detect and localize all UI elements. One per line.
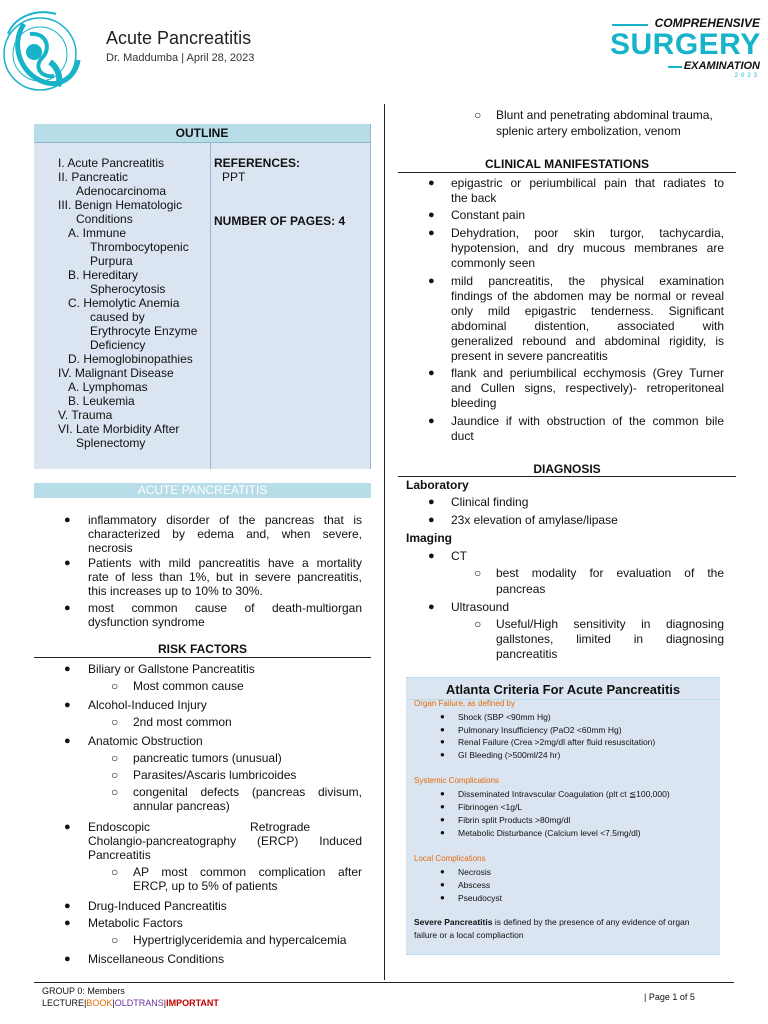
document-byline: Dr. Maddumba | April 28, 2023 [106, 52, 255, 64]
references-value: PPT [222, 170, 246, 184]
outline-item: C. Hemolytic Anemia [68, 296, 180, 310]
clinical-b4-line: generalized rebound and abdominal rigidity, is [451, 334, 724, 348]
brand-line2: SURGERY [610, 28, 761, 61]
trauma-sub-line: splenic artery embolization, venom [496, 124, 681, 138]
footer-legend [42, 998, 219, 1008]
bullet-icon: ● [440, 828, 445, 837]
outline-item: II. Pancreatic [58, 170, 129, 184]
outline-item: D. Hemoglobinopathies [68, 352, 193, 366]
systemic-item: Fibrin split Products >80mg/dl [458, 815, 571, 825]
imaging-ct-sub: pancreas [496, 582, 546, 596]
outline-references [212, 143, 371, 469]
university-seal-logo [0, 4, 96, 100]
bullet-icon: ● [440, 725, 445, 734]
footer-group: GROUP 0: Members [42, 986, 125, 996]
acute-bullet-2-line: this increases up to 10% to 30%. [88, 584, 263, 598]
circle-bullet-icon: ○ [111, 679, 119, 693]
clinical-b6-line: Jaundice if with obstruction of the common bile [451, 414, 724, 428]
imaging-ct: CT [451, 549, 467, 563]
bullet-icon: ● [64, 917, 71, 929]
local-item: Necrosis [458, 867, 492, 877]
systemic-item: Disseminated Intravscular Coagulation (plt ct ≦100,000) [458, 789, 670, 799]
bullet-icon: ● [440, 737, 445, 746]
bullet-icon: ● [428, 496, 435, 508]
outline-item: Erythrocyte Enzyme [90, 324, 198, 338]
outline-item: V. Trauma [58, 408, 113, 422]
acute-bullet-1-line: characterized by edema and, when severe, [88, 527, 362, 541]
clinical-b4-line: only mild epigastric tenderness. Significant [451, 304, 724, 318]
organ-failure-item: Renal Failure (Crea >2mg/dl after fluid resuscitation) [458, 737, 656, 747]
atlanta-criteria-box [406, 677, 720, 955]
section-rule [34, 657, 371, 658]
outline-item: Deficiency [90, 338, 146, 352]
clinical-b4-line: abdominal distention, associated with [451, 319, 724, 333]
circle-bullet-icon: ○ [111, 751, 119, 765]
atlanta-footnote [414, 916, 714, 929]
imaging-us-sub: Useful/High sensitivity in diagnosing [496, 617, 724, 631]
lab-item: Clinical finding [451, 495, 529, 509]
organ-failure-item: Shock (SBP <90mm Hg) [458, 712, 551, 722]
circle-bullet-icon: ○ [474, 617, 482, 631]
acute-bullet-1-line: inflammatory disorder of the pancreas that is [88, 513, 362, 527]
acute-bullet-3-line: dysfunction syndrome [88, 615, 205, 629]
legend-oldtrans: OLDTRANS [114, 998, 164, 1008]
legend-book: BOOK [86, 998, 113, 1008]
circle-bullet-icon: ○ [111, 768, 119, 782]
risk-anatomic-sub: annular pancreas) [133, 799, 230, 813]
organ-failure-item: GI Bleeding (>500ml/24 hr) [458, 750, 561, 760]
clinical-b5-line: and Cullen signs, respectively)- retroperitoneal [451, 381, 724, 395]
bullet-icon: ● [64, 663, 71, 675]
atlanta-footnote-line2: failure or a local compliaction [414, 930, 524, 940]
risk-anatomic-sub: pancreatic tumors (unusual) [133, 751, 282, 765]
acute-bullet-2-line: Patients with mild pancreatitis have a mortality [88, 556, 362, 570]
footer-rule [34, 982, 734, 983]
clinical-b4-line: findings of the abdomen may be normal or reveal [451, 289, 724, 303]
outline-table [34, 124, 371, 469]
footnote-text: is defined by the presence of any evidence of organ [492, 917, 690, 927]
risk-ercp-line: Pancreatitis [88, 848, 151, 862]
risk-biliary-sub: Most common cause [133, 679, 244, 693]
bullet-icon: ● [440, 789, 445, 798]
imaging-us-sub: pancreatitis [496, 647, 558, 661]
legend-separator: | [112, 998, 115, 1008]
acute-pancreatitis-heading: ACUTE PANCREATITIS [34, 483, 371, 498]
clinical-b1-line: the back [451, 191, 497, 205]
acute-bullet-3-line: most common cause of death-multiorgan [88, 601, 362, 615]
clinical-b3-line: commonly seen [451, 256, 536, 270]
circle-bullet-icon: ○ [111, 785, 119, 799]
clinical-b6-line: duct [451, 429, 474, 443]
acute-bullet-2-line: rate of less than 1%, but in severe pancreatitis, [88, 570, 362, 584]
bullet-icon: ● [440, 893, 445, 902]
references-label: REFERENCES: [214, 156, 301, 170]
clinical-manifestations-heading: CLINICAL MANIFESTATIONS [485, 157, 649, 171]
bullet-icon: ● [64, 821, 71, 833]
risk-ercp-line: Cholangio-pancreatography (ERCP) Induced [88, 834, 362, 848]
footnote-bold: Severe Pancreatitis [414, 917, 493, 927]
outline-contents [34, 143, 211, 469]
bullet-icon: ● [428, 601, 435, 613]
risk-anatomic-sub: Parasites/Ascaris lumbricoides [133, 768, 297, 782]
brand-line1: COMPREHENSIVE [654, 16, 760, 30]
bullet-icon: ● [440, 867, 445, 876]
bullet-icon: ● [64, 514, 71, 526]
exam-brand-logo [610, 16, 760, 86]
outline-item: A. Immune [68, 226, 127, 240]
clinical-b3-line: hypotension, and dry mucous membranes are [451, 241, 724, 255]
bullet-icon: ● [440, 750, 445, 759]
organ-failure-heading: Organ Failure, as defined by [414, 699, 515, 708]
legend-important: IMPORTANT [166, 998, 219, 1008]
risk-ercp-sub: ERCP, up to 5% of patients [133, 879, 278, 893]
atlanta-title: Atlanta Criteria For Acute Pancreatitis [445, 682, 681, 697]
bullet-icon: ● [428, 550, 435, 562]
section-rule [398, 172, 736, 173]
bullet-icon: ● [64, 735, 71, 747]
column-divider [384, 104, 385, 980]
bullet-icon: ● [440, 815, 445, 824]
risk-metabolic: Metabolic Factors [88, 916, 183, 930]
outline-heading: OUTLINE [34, 124, 370, 143]
outline-item: Spherocytosis [90, 282, 166, 296]
organ-failure-item: Pulmonary Insufficiency (PaO2 <60mm Hg) [458, 725, 622, 735]
clinical-b3-line: Dehydration, poor skin turgor, tachycardia, [451, 226, 724, 240]
risk-factors-heading: RISK FACTORS [157, 642, 248, 656]
outline-item: B. Hereditary [68, 268, 139, 282]
imaging-label: Imaging [406, 531, 453, 545]
bullet-icon: ● [440, 880, 445, 889]
outline-item: caused by [90, 310, 145, 324]
local-complications-heading: Local Complications [414, 854, 486, 863]
outline-item: I. Acute Pancreatitis [58, 156, 165, 170]
brand-accent-line-2 [668, 66, 682, 68]
clinical-b5-line: flank and periumbilical ecchymosis (Grey Turner [451, 366, 724, 380]
bullet-icon: ● [428, 209, 435, 221]
systemic-complications-heading: Systemic Complications [414, 776, 499, 785]
outline-item: VI. Late Morbidity After [58, 422, 180, 436]
outline-item: III. Benign Hematologic [58, 198, 183, 212]
risk-drug: Drug-Induced Pancreatitis [88, 899, 227, 913]
outline-item: IV. Malignant Disease [58, 366, 174, 380]
risk-anatomic: Anatomic Obstruction [88, 734, 203, 748]
outline-item: Adenocarcinoma [76, 184, 167, 198]
local-item: Pseudocyst [458, 893, 502, 903]
page-number: | Page 1 of 5 [644, 992, 695, 1002]
circle-bullet-icon: ○ [474, 566, 482, 580]
bullet-icon: ● [64, 900, 71, 912]
outline-item: Splenectomy [76, 436, 146, 450]
risk-ercp-sub: AP most common complication after [133, 865, 362, 879]
bullet-icon: ● [428, 177, 435, 189]
local-item: Abscess [458, 880, 491, 890]
outline-item: A. Lymphomas [68, 380, 148, 394]
laboratory-label: Laboratory [406, 478, 469, 492]
clinical-b4-line: mild pancreatitis, the physical examination [451, 274, 724, 288]
legend-separator: | [163, 998, 167, 1008]
risk-metabolic-sub: Hypertriglyceridemia and hypercalcemia [133, 933, 347, 947]
acute-bullet-1-line: necrosis [88, 541, 133, 555]
imaging-us: Ultrasound [451, 600, 510, 614]
section-rule [398, 476, 736, 477]
document-title: Acute Pancreatitis [106, 28, 252, 48]
page-header [0, 0, 768, 110]
circle-bullet-icon: ○ [474, 108, 482, 122]
risk-alcohol-sub: 2nd most common [133, 715, 232, 729]
bullet-icon: ● [64, 602, 71, 614]
bullet-icon: ● [440, 712, 445, 721]
imaging-us-sub: gallstones, limited in diagnosing [496, 632, 724, 646]
clinical-b2: Constant pain [451, 208, 526, 222]
outline-item: Conditions [76, 212, 133, 226]
circle-bullet-icon: ○ [111, 933, 119, 947]
clinical-b4-line: present in severe pancreatitis [451, 349, 608, 363]
outline-item: Purpura [90, 254, 133, 268]
clinical-b5-line: bleeding [451, 396, 497, 410]
systemic-item: Fibrinogen <1g/L [458, 802, 523, 812]
circle-bullet-icon: ○ [111, 865, 119, 879]
outline-item: B. Leukemia [68, 394, 135, 408]
brand-line3: EXAMINATION [683, 60, 760, 72]
diagnosis-heading: DIAGNOSIS [533, 462, 601, 476]
trauma-sub-line: Blunt and penetrating abdominal trauma, [496, 108, 713, 122]
bullet-icon: ● [428, 227, 435, 239]
clinical-b1-line: epigastric or periumbilical pain that radiates to [451, 176, 724, 190]
bullet-icon: ● [428, 514, 435, 526]
circle-bullet-icon: ○ [111, 715, 119, 729]
bullet-icon: ● [428, 275, 435, 287]
bullet-icon: ● [64, 699, 71, 711]
brand-accent-line [612, 24, 648, 26]
risk-misc: Miscellaneous Conditions [88, 952, 225, 966]
bullet-icon: ● [428, 415, 435, 427]
lab-item: 23x elevation of amylase/lipase [451, 513, 618, 527]
legend-lecture: LECTURE| [42, 998, 87, 1008]
bullet-icon: ● [440, 802, 445, 811]
pages-label: NUMBER OF PAGES: 4 [214, 214, 346, 228]
brand-year: 2023 [734, 73, 760, 79]
systemic-item: Metabolic Disturbance (Calcium level <7.5mg/dl) [458, 828, 641, 838]
imaging-ct-sub: best modality for evaluation of the [496, 566, 724, 580]
outline-item: Thrombocytopenic [90, 240, 189, 254]
risk-ercp-line: Endoscopic Retrograde [88, 820, 311, 834]
bullet-icon: ● [64, 953, 71, 965]
risk-anatomic-sub: congenital defects (pancreas divisum, [133, 785, 362, 799]
risk-alcohol: Alcohol-Induced Injury [88, 698, 207, 712]
bullet-icon: ● [428, 367, 435, 379]
risk-biliary: Biliary or Gallstone Pancreatitis [88, 662, 255, 676]
bullet-icon: ● [64, 557, 71, 569]
